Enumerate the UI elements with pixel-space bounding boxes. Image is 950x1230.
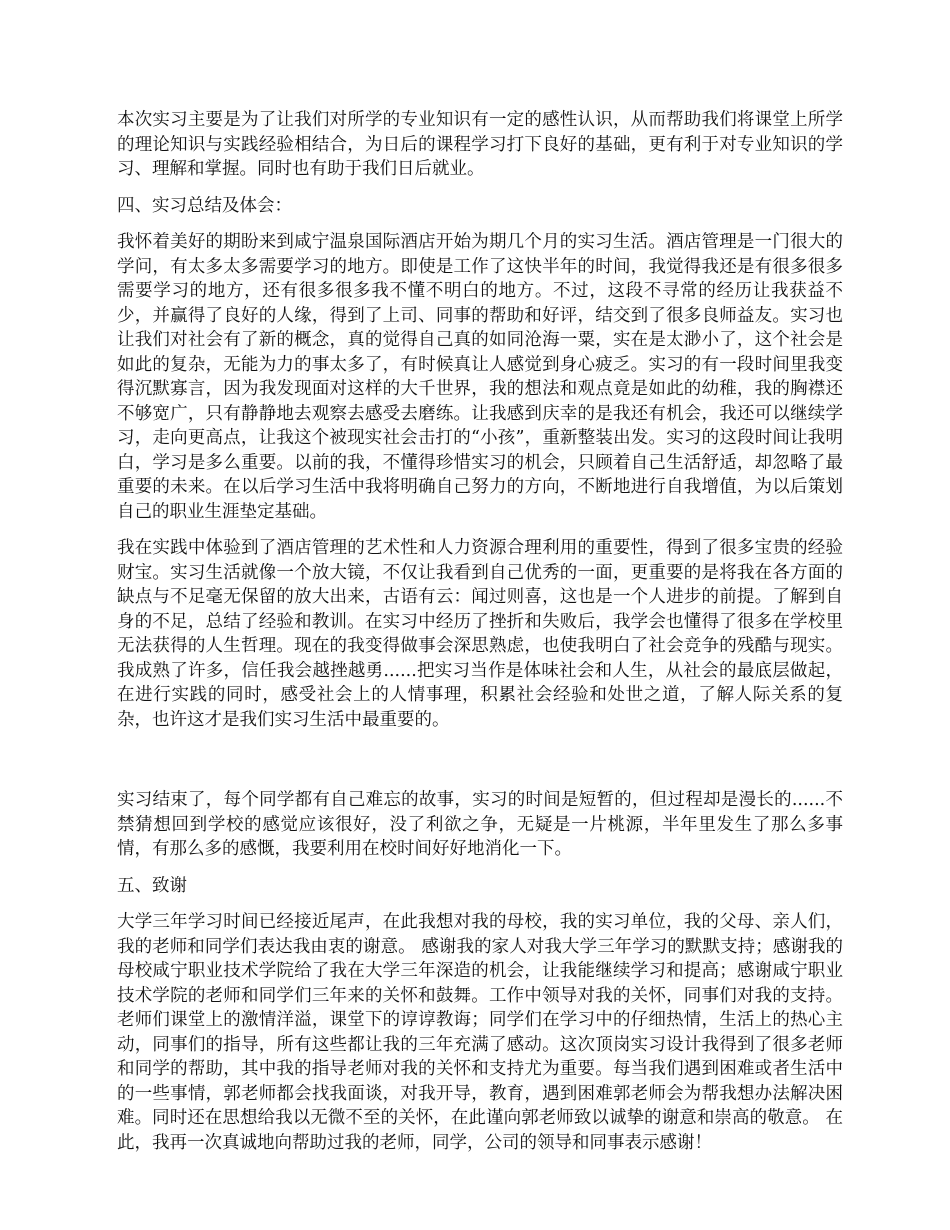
section-5-paragraph: 大学三年学习时间已经接近尾声，在此我想对我的母校，我的实习单位，我的父母、亲人们，我的老师和同学们表达我由衷的谢意。 感谢我的家人对我大学三年学习的默默支持；感谢我的母校咸宁职业技术学院给了我在大学三年深造的机会，让我能继续学习和提高；感谢咸宁职业技术学院的老师和同学们三年来的关怀和鼓舞。工作中领导对我的关怀，同事们对我的支持。老师们课堂上的激情洋溢，课堂下的谆谆教诲；同学们在学习中的仔细热情，生活上的热心主动，同事们的指导，所有这些都让我的三年充满了感动。这次顶岗实习设计我得到了很多老师和同学的帮助，其中我的指导老师对我的关怀和支持尤为重要。每当我们遇到困难或者生活中的一些事情，郭老师都会找我面谈，对我开导，教育，遇到困难郭老师会为帮我想办法解决困难。同时还在思想给我以无微不至的关怀，在此谨向郭老师致以诚挚的谢意和崇高的敬意。 在此，我再一次真诚地向帮助过我的老师，同学，公司的领导和同事表示感谢！ — [117, 912, 843, 1153]
intro-paragraph: 本次实习主要是为了让我们对所学的专业知识有一定的感性认识，从而帮助我们将课堂上所学的理论知识与实践经验相结合，为日后的课程学习打下良好的基础，更有利于对专业知识的学习、理解和掌握。同时也有助于我们日后就业。 — [117, 110, 843, 179]
paragraph-spacer — [117, 744, 843, 788]
section-4-heading: 四、实习总结及体会： — [117, 195, 292, 216]
section-5-heading: 五、致谢 — [117, 875, 187, 896]
section-4-paragraph-1: 我怀着美好的期盼来到咸宁温泉国际酒店开始为期几个月的实习生活。酒店管理是一门很大的学问，有太多太多需要学习的地方。即使是工作了这快半年的时间，我觉得我还是有很多很多需要学习的地方，还有很多很多我不懂不明白的地方。不过，这段不寻常的经历让我获益不少，并赢得了良好的人缘，得到了上司、同事的帮助和好评，结交到了很多良师益友。实习也让我们对社会有了新的概念，真的觉得自己真的如同沧海一粟，实在是太渺小了，这个社会是如此的复杂，无能为力的事太多了，有时候真让人感觉到身心疲乏。实习的有一段时间里我变得沉默寡言，因为我发现面对这样的大千世界，我的想法和观点竟是如此的幼稚，我的胸襟还不够宽广，只有静静地去观察去感受去磨练。让我感到庆幸的是我还有机会，我还可以继续学习，走向更高点，让我这个被现实社会击打的“小孩”，重新整装出发。实习的这段时间让我明白，学习是多么重要。以前的我，不懂得珍惜实习的机会，只顾着自己生活舒适，却忽略了最重要的未来。在以后学习生活中我将明确自己努力的方向，不断地进行自我增值，为以后策划自己的职业生涯垫定基础。 — [117, 232, 843, 522]
document-body — [117, 108, 843, 1167]
section-4-paragraph-3: 实习结束了，每个同学都有自己难忘的故事，实习的时间是短暂的，但过程却是漫长的......不禁猜想回到学校的感觉应该很好，没了利欲之争，无疑是一片桃源，半年里发生了那么多事情，有那么多的感慨，我要利用在校时间好好地消化一下。 — [117, 790, 843, 859]
section-4-paragraph-2: 我在实践中体验到了酒店管理的艺术性和人力资源合理利用的重要性，得到了很多宝贵的经验财宝。实习生活就像一个放大镜，不仅让我看到自己优秀的一面，更重要的是将我在各方面的缺点与不足毫无保留的放大出来，古语有云：闻过则喜，这也是一个人进步的前提。了解到自身的不足，总结了经验和教训。在实习中经历了挫折和失败后，我学会也懂得了很多在学校里无法获得的人生哲理。现在的我变得做事会深思熟虑，也使我明白了社会竞争的残酷与现实。我成熟了许多，信任我会越挫越勇......把实习当作是体味社会和人生，从社会的最底层做起，在进行实践的同时，感受社会上的人情事理，积累社会经验和处世之道，了解人际关系的复杂，也许这才是我们实习生活中最重要的。 — [117, 538, 843, 730]
